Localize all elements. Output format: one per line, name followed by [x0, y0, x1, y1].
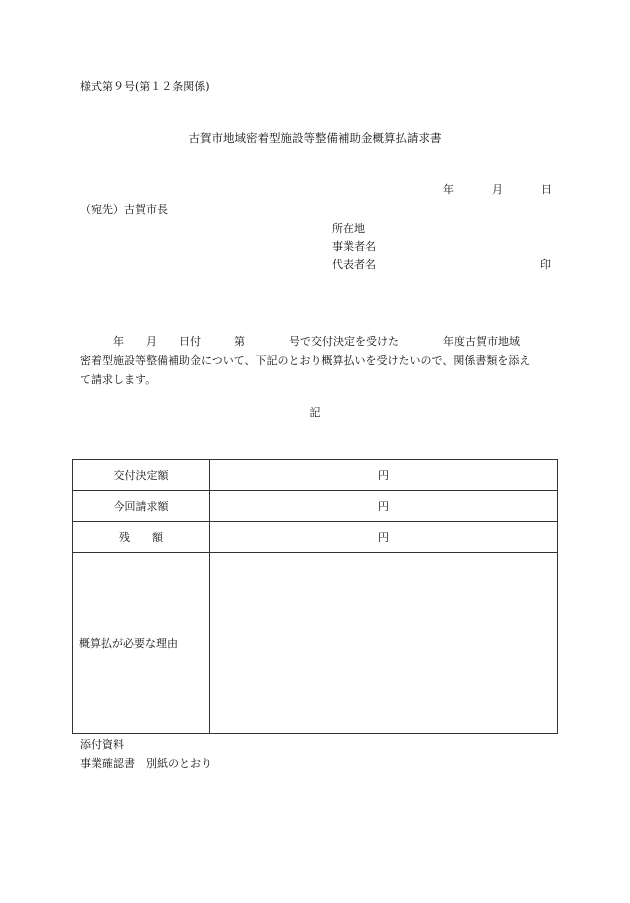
row-value-grant-amount: 円: [210, 460, 558, 491]
attachments-title: 添付資料: [80, 738, 124, 751]
row-value-current-request: 円: [210, 491, 558, 522]
table-row: [73, 491, 558, 522]
reason-label: 概算払が必要な理由: [73, 553, 210, 734]
date-year: 年: [443, 183, 454, 196]
row-label-current-request: 今回請求額: [73, 491, 210, 522]
addressee: （宛先）古賀市長: [80, 203, 168, 216]
ki-heading: 記: [309, 406, 321, 419]
form-number: 様式第９号(第１２条関係): [80, 80, 210, 93]
table-row: [73, 553, 558, 734]
amounts-table: [72, 459, 558, 734]
address-label: 所在地: [332, 222, 365, 235]
seal-mark: 印: [540, 258, 551, 271]
body-line-3: て請求します。: [80, 373, 157, 386]
attachment-item: 事業確認書 別紙のとおり: [80, 757, 212, 770]
date-month: 月: [492, 183, 503, 196]
body-line-2: 密着型施設等整備補助金について、下記のとおり概算払いを受けたいので、関係書類を添え: [80, 354, 531, 367]
row-value-balance: 円: [210, 522, 558, 553]
document-title: 古賀市地域密着型施設等整備補助金概算払請求書: [188, 131, 442, 145]
row-label-grant-amount: 交付決定額: [73, 460, 210, 491]
body-line-1: 年 月 日付 第 号で交付決定を受けた 年度古賀市地域: [80, 335, 520, 348]
table-row: [73, 460, 558, 491]
table-row: [73, 522, 558, 553]
date-day: 日: [541, 183, 552, 196]
representative-label: 代表者名: [332, 258, 376, 271]
request-body: [80, 332, 555, 389]
row-label-balance: 残 額: [73, 522, 210, 553]
business-name-label: 事業者名: [332, 240, 376, 253]
reason-field[interactable]: [210, 553, 558, 734]
